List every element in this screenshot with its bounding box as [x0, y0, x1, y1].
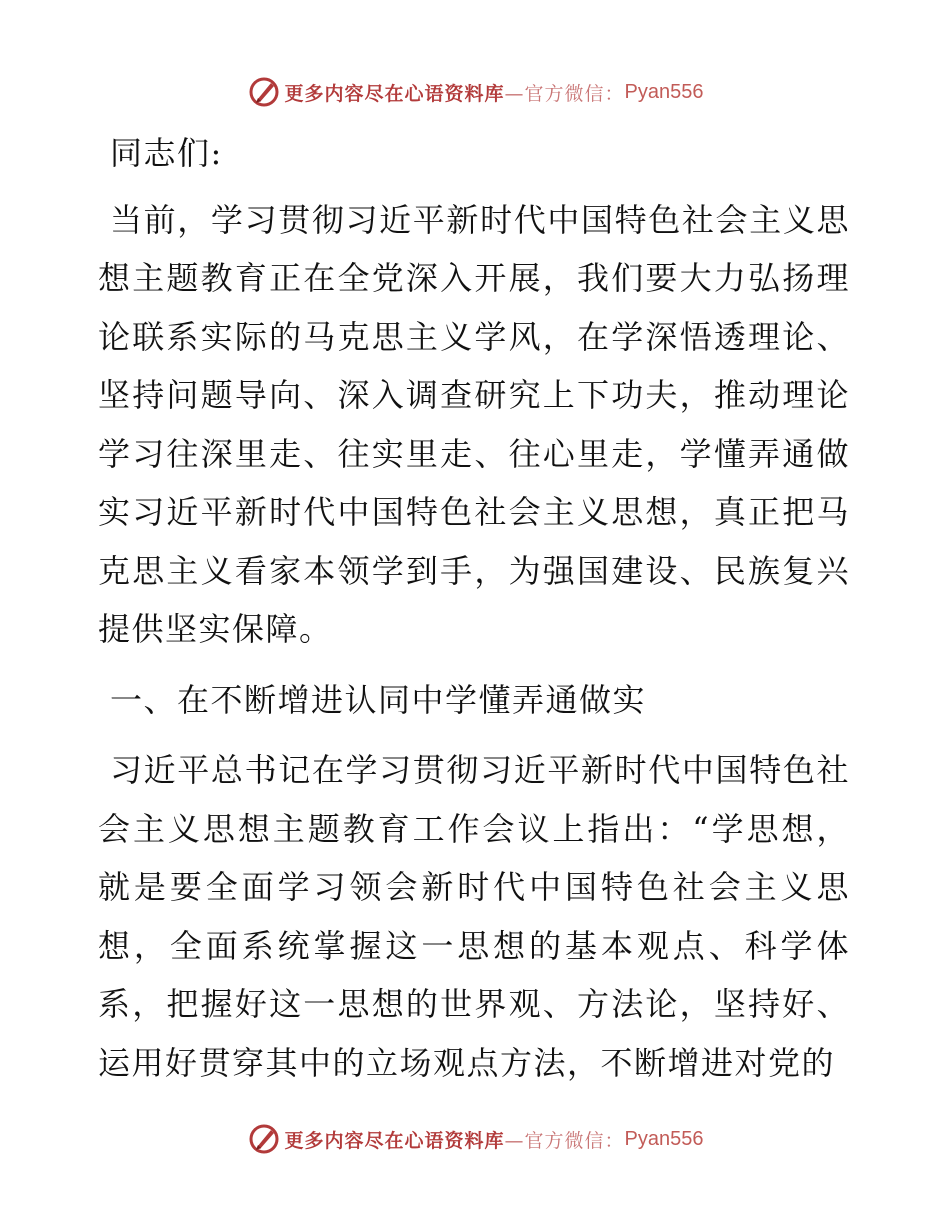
salutation: 同志们: [110, 134, 223, 172]
section-heading: 一、在不断增进认同中学懂弄通做实 [110, 680, 647, 719]
watermark-separator-text: —官方微信： [504, 82, 625, 105]
watermark-site-text: 更多内容尽在心语资料库 [284, 82, 505, 105]
quill-pen-logo-icon [247, 75, 281, 109]
watermark-wechat-id: Pyan556 [624, 1127, 704, 1150]
watermark-banner-bottom [0, 1119, 950, 1159]
document-body [98, 124, 850, 1104]
watermark-separator-text: —官方微信： [504, 1129, 625, 1152]
watermark-site-text: 更多内容尽在心语资料库 [284, 1129, 505, 1152]
section-paragraph: 习近平总书记在学习贯彻习近平新时代中国特色社会主义思想主题教育工作会议上指出：“学思想，就是要全面学习领会新时代中国特色社会主义思想，全面系统掌握这一思想的基本观点、科学体系，把握好这一思想的世界观、方法论，坚持好、运用好贯穿其中的立场观点方法，不断增进对党的 [98, 751, 850, 1082]
quill-pen-logo-icon [247, 1122, 281, 1156]
watermark-wechat-id: Pyan556 [624, 80, 704, 103]
intro-paragraph: 当前，学习贯彻习近平新时代中国特色社会主义思想主题教育正在全党深入开展，我们要大力弘扬理论联系实际的马克思主义学风，在学深悟透理论、坚持问题导向、深入调查研究上下功夫，推动理论学习往深里走、往实里走、往心里走，学懂弄通做实习近平新时代中国特色社会主义思想，真正把马克思主义看家本领学到手，为强国建设、民族复兴提供坚实保障。 [98, 200, 850, 648]
watermark-banner-top [0, 72, 950, 112]
